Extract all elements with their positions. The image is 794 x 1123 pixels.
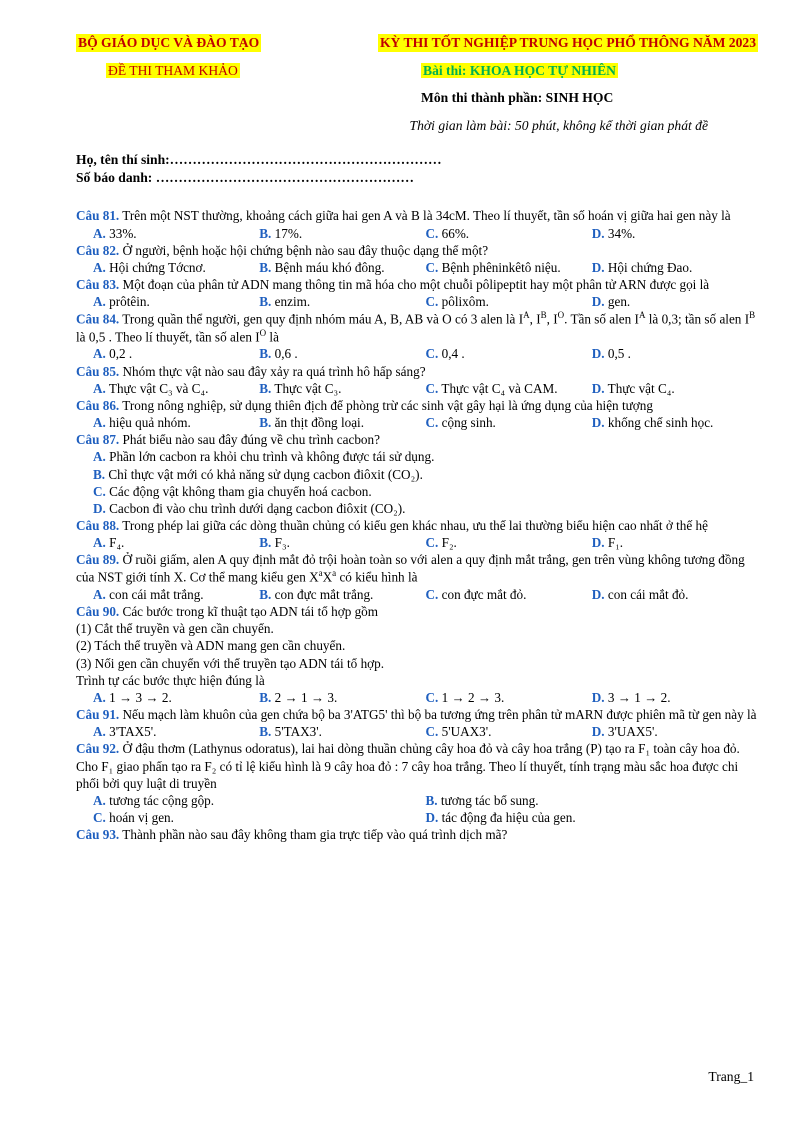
option-text: 33%. xyxy=(105,225,137,241)
header-row-1 xyxy=(76,34,758,52)
question-block xyxy=(76,242,758,276)
options-row xyxy=(76,689,758,706)
option-letter: A. xyxy=(93,225,106,241)
question-text: Ở người, bệnh hoặc hội chứng bệnh nào sau đây thuộc dạng thể một? xyxy=(119,242,489,258)
candidate-id-field[interactable]: Số báo danh: ………………………………………………… xyxy=(76,170,414,186)
question-text: là 0,3; tần số alen I xyxy=(645,311,750,327)
option-letter: D. xyxy=(591,689,605,705)
option-letter: B. xyxy=(259,724,272,740)
question-text: Trong nông nghiệp, sử dụng thiên địch để phòng trừ các sinh vật gây hại là ứng dụng của hiện tượng xyxy=(119,397,653,413)
answer-option[interactable] xyxy=(259,380,425,397)
answer-option[interactable] xyxy=(592,586,758,603)
option-letter: C. xyxy=(425,346,439,362)
option-letter: B. xyxy=(259,689,272,705)
option-letter: C. xyxy=(425,586,439,602)
answer-option[interactable] xyxy=(93,380,259,397)
procedure-step: (2) Tách thể truyền và ADN mang gen cần chuyển. xyxy=(76,638,346,654)
question-number: Câu 81. xyxy=(76,208,120,224)
option-text: Hội chứng Tớcnơ. xyxy=(105,259,206,275)
option-text: F₁. xyxy=(604,535,624,551)
option-letter: C. xyxy=(425,689,439,705)
question-number: Câu 92. xyxy=(76,741,120,757)
answer-option[interactable] xyxy=(76,448,758,465)
option-text: 0,4 . xyxy=(438,346,465,362)
question-block xyxy=(76,603,758,706)
option-letter: C. xyxy=(425,259,439,275)
header-row-2 xyxy=(76,62,758,80)
question-text: là 0,5 . Theo lí thuyết, tần số alen I xyxy=(76,329,260,345)
answer-option[interactable] xyxy=(426,345,592,362)
question-stem xyxy=(76,551,758,586)
superscript: A xyxy=(638,310,646,321)
procedure-step: (3) Nối gen cần chuyển với thể truyền tạo ADN tái tổ hợp. xyxy=(76,655,385,671)
option-letter: A. xyxy=(93,449,106,465)
option-letter: D. xyxy=(591,415,605,431)
answer-option[interactable] xyxy=(426,586,592,603)
exam-page xyxy=(76,34,758,843)
question-text: Một đoạn của phân tử ADN mang thông tin mã hóa cho một chuỗi pôlipeptit hay một phân tử ARN được gọi là xyxy=(119,277,710,292)
answer-option[interactable] xyxy=(76,483,758,500)
option-letter: A. xyxy=(93,259,106,275)
answer-option[interactable] xyxy=(76,466,758,483)
option-text: Hội chứng Đao. xyxy=(604,259,693,275)
option-letter: B. xyxy=(259,415,272,431)
answer-option[interactable] xyxy=(259,414,425,431)
answer-option[interactable] xyxy=(592,534,758,551)
question-text: Nhóm thực vật nào sau đây xảy ra quá trình hô hấp sáng? xyxy=(119,363,426,379)
option-letter: D. xyxy=(591,259,605,275)
options-row xyxy=(76,534,758,551)
answer-option[interactable] xyxy=(93,809,426,826)
question-block xyxy=(76,431,758,517)
options-row xyxy=(76,792,758,809)
answer-option[interactable] xyxy=(93,259,259,276)
question-number: Câu 86. xyxy=(76,397,120,413)
option-text: 3'TAX5'. xyxy=(105,724,157,740)
answer-option[interactable] xyxy=(592,259,758,276)
question-block xyxy=(76,363,758,397)
question-text: Các bước trong kĩ thuật tạo ADN tái tổ hợp gồm xyxy=(119,604,379,620)
question-text: là xyxy=(266,329,279,345)
superscript: B xyxy=(749,310,756,321)
superscript: a xyxy=(332,568,337,579)
answer-option[interactable] xyxy=(93,414,259,431)
answer-option[interactable] xyxy=(93,586,259,603)
option-text: con cái mắt trắng. xyxy=(105,586,204,602)
option-text: F₂. xyxy=(438,535,457,551)
option-letter: C. xyxy=(425,294,439,310)
question-block xyxy=(76,207,758,241)
option-text: enzim. xyxy=(271,294,311,310)
option-letter: B. xyxy=(93,466,106,482)
option-text: Bệnh máu khó đông. xyxy=(271,259,385,275)
answer-option[interactable] xyxy=(592,293,758,310)
question-text: Ở đậu thơm (Lathynus odoratus), lai hai dòng thuần chủng cây hoa đỏ và cây hoa trắng (P) tạo ra F₁ toàn cây hoa đỏ. Cho F₁ giao phấn tạo ra F₂ có tỉ lệ kiểu hình là 9 cây hoa đỏ : 7 cây hoa trắng. Theo lí thuyết, tính trạng màu sắc hoa được chi phối bởi quy luật di truyền xyxy=(76,741,740,791)
question-number: Câu 88. xyxy=(76,517,120,533)
question-text: Phát biểu nào sau đây đúng về chu trình cacbon? xyxy=(119,432,380,448)
question-text: Trong quần thể người, gen quy định nhóm máu A, B, AB và O có 3 alen là I xyxy=(119,311,524,327)
question-stem xyxy=(76,603,758,620)
question-stem xyxy=(76,740,758,791)
question-number: Câu 93. xyxy=(76,827,120,843)
question-stem xyxy=(76,363,758,380)
option-letter: C. xyxy=(425,724,439,740)
question-block xyxy=(76,397,758,431)
superscript: A xyxy=(523,310,530,321)
option-letter: D. xyxy=(591,586,605,602)
option-text: prôtêin. xyxy=(105,294,150,310)
answer-option[interactable] xyxy=(259,345,425,362)
answer-option[interactable] xyxy=(259,586,425,603)
answer-option[interactable] xyxy=(93,345,259,362)
answer-option[interactable] xyxy=(259,534,425,551)
option-text: Thực vật C₄ và CAM. xyxy=(438,380,558,396)
question-block xyxy=(76,706,758,740)
superscript: O xyxy=(557,310,565,321)
option-letter: A. xyxy=(93,380,106,396)
option-text: 34%. xyxy=(604,225,636,241)
answer-option[interactable] xyxy=(426,689,592,706)
option-text: con đực mắt đỏ. xyxy=(438,586,527,602)
option-text: 0,2 . xyxy=(105,346,133,362)
answer-option[interactable] xyxy=(426,293,592,310)
options-row xyxy=(76,293,758,310)
options-row xyxy=(76,586,758,603)
question-stem xyxy=(76,706,758,723)
option-letter: C. xyxy=(425,415,439,431)
option-letter: A. xyxy=(93,535,106,551)
option-letter: C. xyxy=(93,483,106,499)
option-text: tương tác bổ sung. xyxy=(437,792,539,808)
question-text: . Tần số alen I xyxy=(564,311,639,327)
option-text: 3'UAX5'. xyxy=(604,724,658,740)
question-number: Câu 90. xyxy=(76,604,120,620)
question-number: Câu 85. xyxy=(76,363,120,379)
option-text: 1 → 3 → 2. xyxy=(105,689,172,705)
option-letter: B. xyxy=(259,294,272,310)
option-text: hiệu quả nhóm. xyxy=(105,415,191,431)
question-text: Thành phần nào sau đây không tham gia trực tiếp vào quá trình dịch mã? xyxy=(119,827,508,843)
option-letter: B. xyxy=(259,535,272,551)
option-letter: A. xyxy=(93,294,106,310)
answer-option[interactable] xyxy=(592,380,758,397)
page-number: Trang_1 xyxy=(708,1069,754,1084)
answer-option[interactable] xyxy=(592,723,758,740)
answer-option[interactable] xyxy=(259,689,425,706)
question-block xyxy=(76,551,758,603)
answer-option[interactable] xyxy=(426,380,592,397)
answer-option[interactable] xyxy=(93,689,259,706)
question-text: Nếu mạch làm khuôn của gen chứa bộ ba 3'ATG5' thì bộ ba tương ứng trên phân tử mARN được phiên mã từ gen này là xyxy=(119,707,757,723)
option-text: Phần lớn cacbon ra khỏi chu trình và không được tái sử dụng. xyxy=(105,449,435,465)
option-text: con đực mắt trắng. xyxy=(271,586,374,602)
paper-wrap xyxy=(421,62,758,80)
question-list xyxy=(76,207,758,843)
answer-option[interactable] xyxy=(93,792,426,809)
option-letter: D. xyxy=(591,346,605,362)
superscript: O xyxy=(259,327,267,338)
exam-title: KỲ THI TỐT NGHIỆP TRUNG HỌC PHỔ THÔNG NĂM 2023 xyxy=(379,35,756,50)
option-text: con cái mắt đỏ. xyxy=(604,586,689,602)
candidate-name-field[interactable]: Họ, tên thí sinh:…………………………………………………… xyxy=(76,151,442,167)
question-number: Câu 82. xyxy=(76,242,120,258)
answer-option[interactable] xyxy=(426,414,592,431)
option-text: Các động vật không tham gia chuyển hoá cacbon. xyxy=(105,483,372,499)
answer-option[interactable] xyxy=(592,689,758,706)
option-text: khống chế sinh học. xyxy=(604,415,714,431)
answer-option[interactable] xyxy=(93,225,259,242)
option-letter: B. xyxy=(259,225,272,241)
option-letter: B. xyxy=(425,792,438,808)
option-letter: D. xyxy=(591,724,605,740)
question-number: Câu 91. xyxy=(76,707,120,723)
option-text: 1 → 2 → 3. xyxy=(438,689,505,705)
answer-option[interactable] xyxy=(426,259,592,276)
option-letter: B. xyxy=(259,259,272,275)
question-stem xyxy=(76,826,758,843)
option-text: Chỉ thực vật mới có khả năng sử dụng cacbon điôxit (CO₂). xyxy=(105,466,423,482)
superscript: a xyxy=(318,568,323,579)
option-text: 5'UAX3'. xyxy=(438,724,492,740)
exam-type: ĐỀ THI THAM KHẢO xyxy=(108,62,238,78)
ministry-title: BỘ GIÁO DỤC VÀ ĐÀO TẠO xyxy=(78,35,260,50)
option-text: cộng sinh. xyxy=(438,415,496,431)
option-text: 66%. xyxy=(438,225,470,241)
option-text: F₄. xyxy=(105,535,125,551)
question-stem xyxy=(76,431,758,448)
option-letter: D. xyxy=(591,380,605,396)
question-block xyxy=(76,740,758,826)
question-stem: Câu 84. Trong quần thể người, gen quy định nhóm máu A, B, AB và O có 3 alen là $I^A$, $I^B$, $I^O$. Tần số alen $I^A$ là 0,3; tần số alen $I^B$ là 0,5 . Theo lí thuyết, tần số alen $I^O$ là xyxy=(76,310,756,345)
options-row xyxy=(76,723,758,740)
procedure-step: (1) Cắt thể truyền và gen cần chuyển. xyxy=(76,621,274,637)
question-number: Câu 87. xyxy=(76,432,120,448)
question-number: Câu 89. xyxy=(76,552,120,568)
question-text: Trên một NST thường, khoảng cách giữa hai gen A và B là 34cM. Theo lí thuyết, tần số hoán vị giữa hai gen này là xyxy=(119,208,731,224)
option-text: Thực vật C₃ và C₄. xyxy=(105,380,209,396)
option-letter: A. xyxy=(93,346,106,362)
options-row xyxy=(76,380,758,397)
option-text: 5'TAX3'. xyxy=(271,724,322,740)
question-number: Câu 84. xyxy=(76,311,120,327)
option-letter: D. xyxy=(93,500,106,516)
option-text: 2 → 1 → 3. xyxy=(271,689,338,705)
option-text: gen. xyxy=(604,294,631,310)
question-stem xyxy=(76,517,758,534)
question-block xyxy=(76,276,758,310)
answer-option[interactable] xyxy=(592,225,758,242)
answer-option[interactable] xyxy=(93,534,259,551)
question-stem xyxy=(76,207,758,224)
procedure-step: Trình tự các bước thực hiện đúng là xyxy=(76,672,265,688)
option-letter: D. xyxy=(591,535,605,551)
answer-option[interactable] xyxy=(592,345,758,362)
answer-option[interactable] xyxy=(259,293,425,310)
option-text: 3 → 1 → 2. xyxy=(604,689,671,705)
answer-option[interactable] xyxy=(592,414,758,431)
options-row xyxy=(76,225,758,242)
answer-option[interactable] xyxy=(93,723,259,740)
option-text: pôlixôm. xyxy=(438,294,489,310)
question-text: X xyxy=(322,569,333,585)
option-text: 0,5 . xyxy=(604,346,631,362)
option-text: hoán vị gen. xyxy=(105,810,174,826)
option-letter: A. xyxy=(93,792,106,808)
option-text: Cacbon đi vào chu trình dưới dạng cacbon điôxit (CO₂). xyxy=(105,500,406,516)
option-letter: A. xyxy=(93,724,106,740)
option-text: 0,6 . xyxy=(271,346,298,362)
answer-option[interactable] xyxy=(259,723,425,740)
candidate-fields xyxy=(76,151,758,188)
question-text: có kiểu hình là xyxy=(336,569,418,585)
option-letter: D. xyxy=(425,810,439,826)
answer-option[interactable] xyxy=(426,534,592,551)
option-letter: B. xyxy=(259,346,272,362)
question-text: Ở ruồi giấm, alen A quy định mắt đỏ trội hoàn toàn so với alen a quy định mắt trắng, gen trên vùng không tương đồng của NST giới tính X. Cơ thể mang kiểu gen X xyxy=(76,552,745,585)
answer-option[interactable] xyxy=(76,500,758,517)
answer-option[interactable] xyxy=(259,259,425,276)
option-text: Thực vật C₄. xyxy=(604,380,675,396)
option-text: ăn thịt đồng loại. xyxy=(271,415,365,431)
option-text: Thực vật C₃. xyxy=(271,380,342,396)
option-letter: A. xyxy=(93,586,106,602)
question-number: Câu 83. xyxy=(76,277,120,292)
option-letter: A. xyxy=(93,415,106,431)
question-text: Trong phép lai giữa các dòng thuần chủng có kiểu gen khác nhau, ưu thế lai thường biểu hiện cao nhất ở thế hệ xyxy=(119,517,708,533)
question-stem xyxy=(76,397,758,414)
options-row xyxy=(76,414,758,431)
question-block xyxy=(76,826,758,843)
question-block xyxy=(76,310,758,362)
answer-option[interactable] xyxy=(426,723,592,740)
answer-option[interactable] xyxy=(426,792,759,809)
paper-title: Bài thi: KHOA HỌC TỰ NHIÊN xyxy=(423,62,616,78)
superscript: B xyxy=(540,310,547,321)
option-text: 17%. xyxy=(271,225,303,241)
answer-option[interactable] xyxy=(426,225,592,242)
option-text: Bệnh phêninkêtô niệu. xyxy=(438,259,561,275)
option-letter: C. xyxy=(425,225,439,241)
options-row xyxy=(76,259,758,276)
option-text: tác động đa hiệu của gen. xyxy=(438,810,576,826)
answer-option[interactable] xyxy=(259,225,425,242)
answer-option[interactable] xyxy=(426,809,759,826)
option-letter: B. xyxy=(259,586,272,602)
option-text: F₃. xyxy=(271,535,290,551)
option-letter: A. xyxy=(93,689,106,705)
option-letter: C. xyxy=(425,380,439,396)
option-letter: D. xyxy=(591,294,605,310)
exam-type-wrap xyxy=(76,62,421,80)
options-row xyxy=(76,809,758,826)
answer-option[interactable] xyxy=(93,293,259,310)
option-letter: D. xyxy=(591,225,605,241)
subject-title: Môn thi thành phần: SINH HỌC xyxy=(421,90,614,106)
question-stem xyxy=(76,242,758,259)
option-letter: C. xyxy=(93,810,106,826)
question-stem xyxy=(76,276,758,293)
time-note: Thời gian làm bài: 50 phút, không kể thời gian phát đề xyxy=(409,118,708,134)
option-letter: C. xyxy=(425,535,439,551)
option-letter: B. xyxy=(259,380,272,396)
option-text: tương tác cộng gộp. xyxy=(105,792,215,808)
options-row xyxy=(76,345,758,362)
question-block xyxy=(76,517,758,551)
